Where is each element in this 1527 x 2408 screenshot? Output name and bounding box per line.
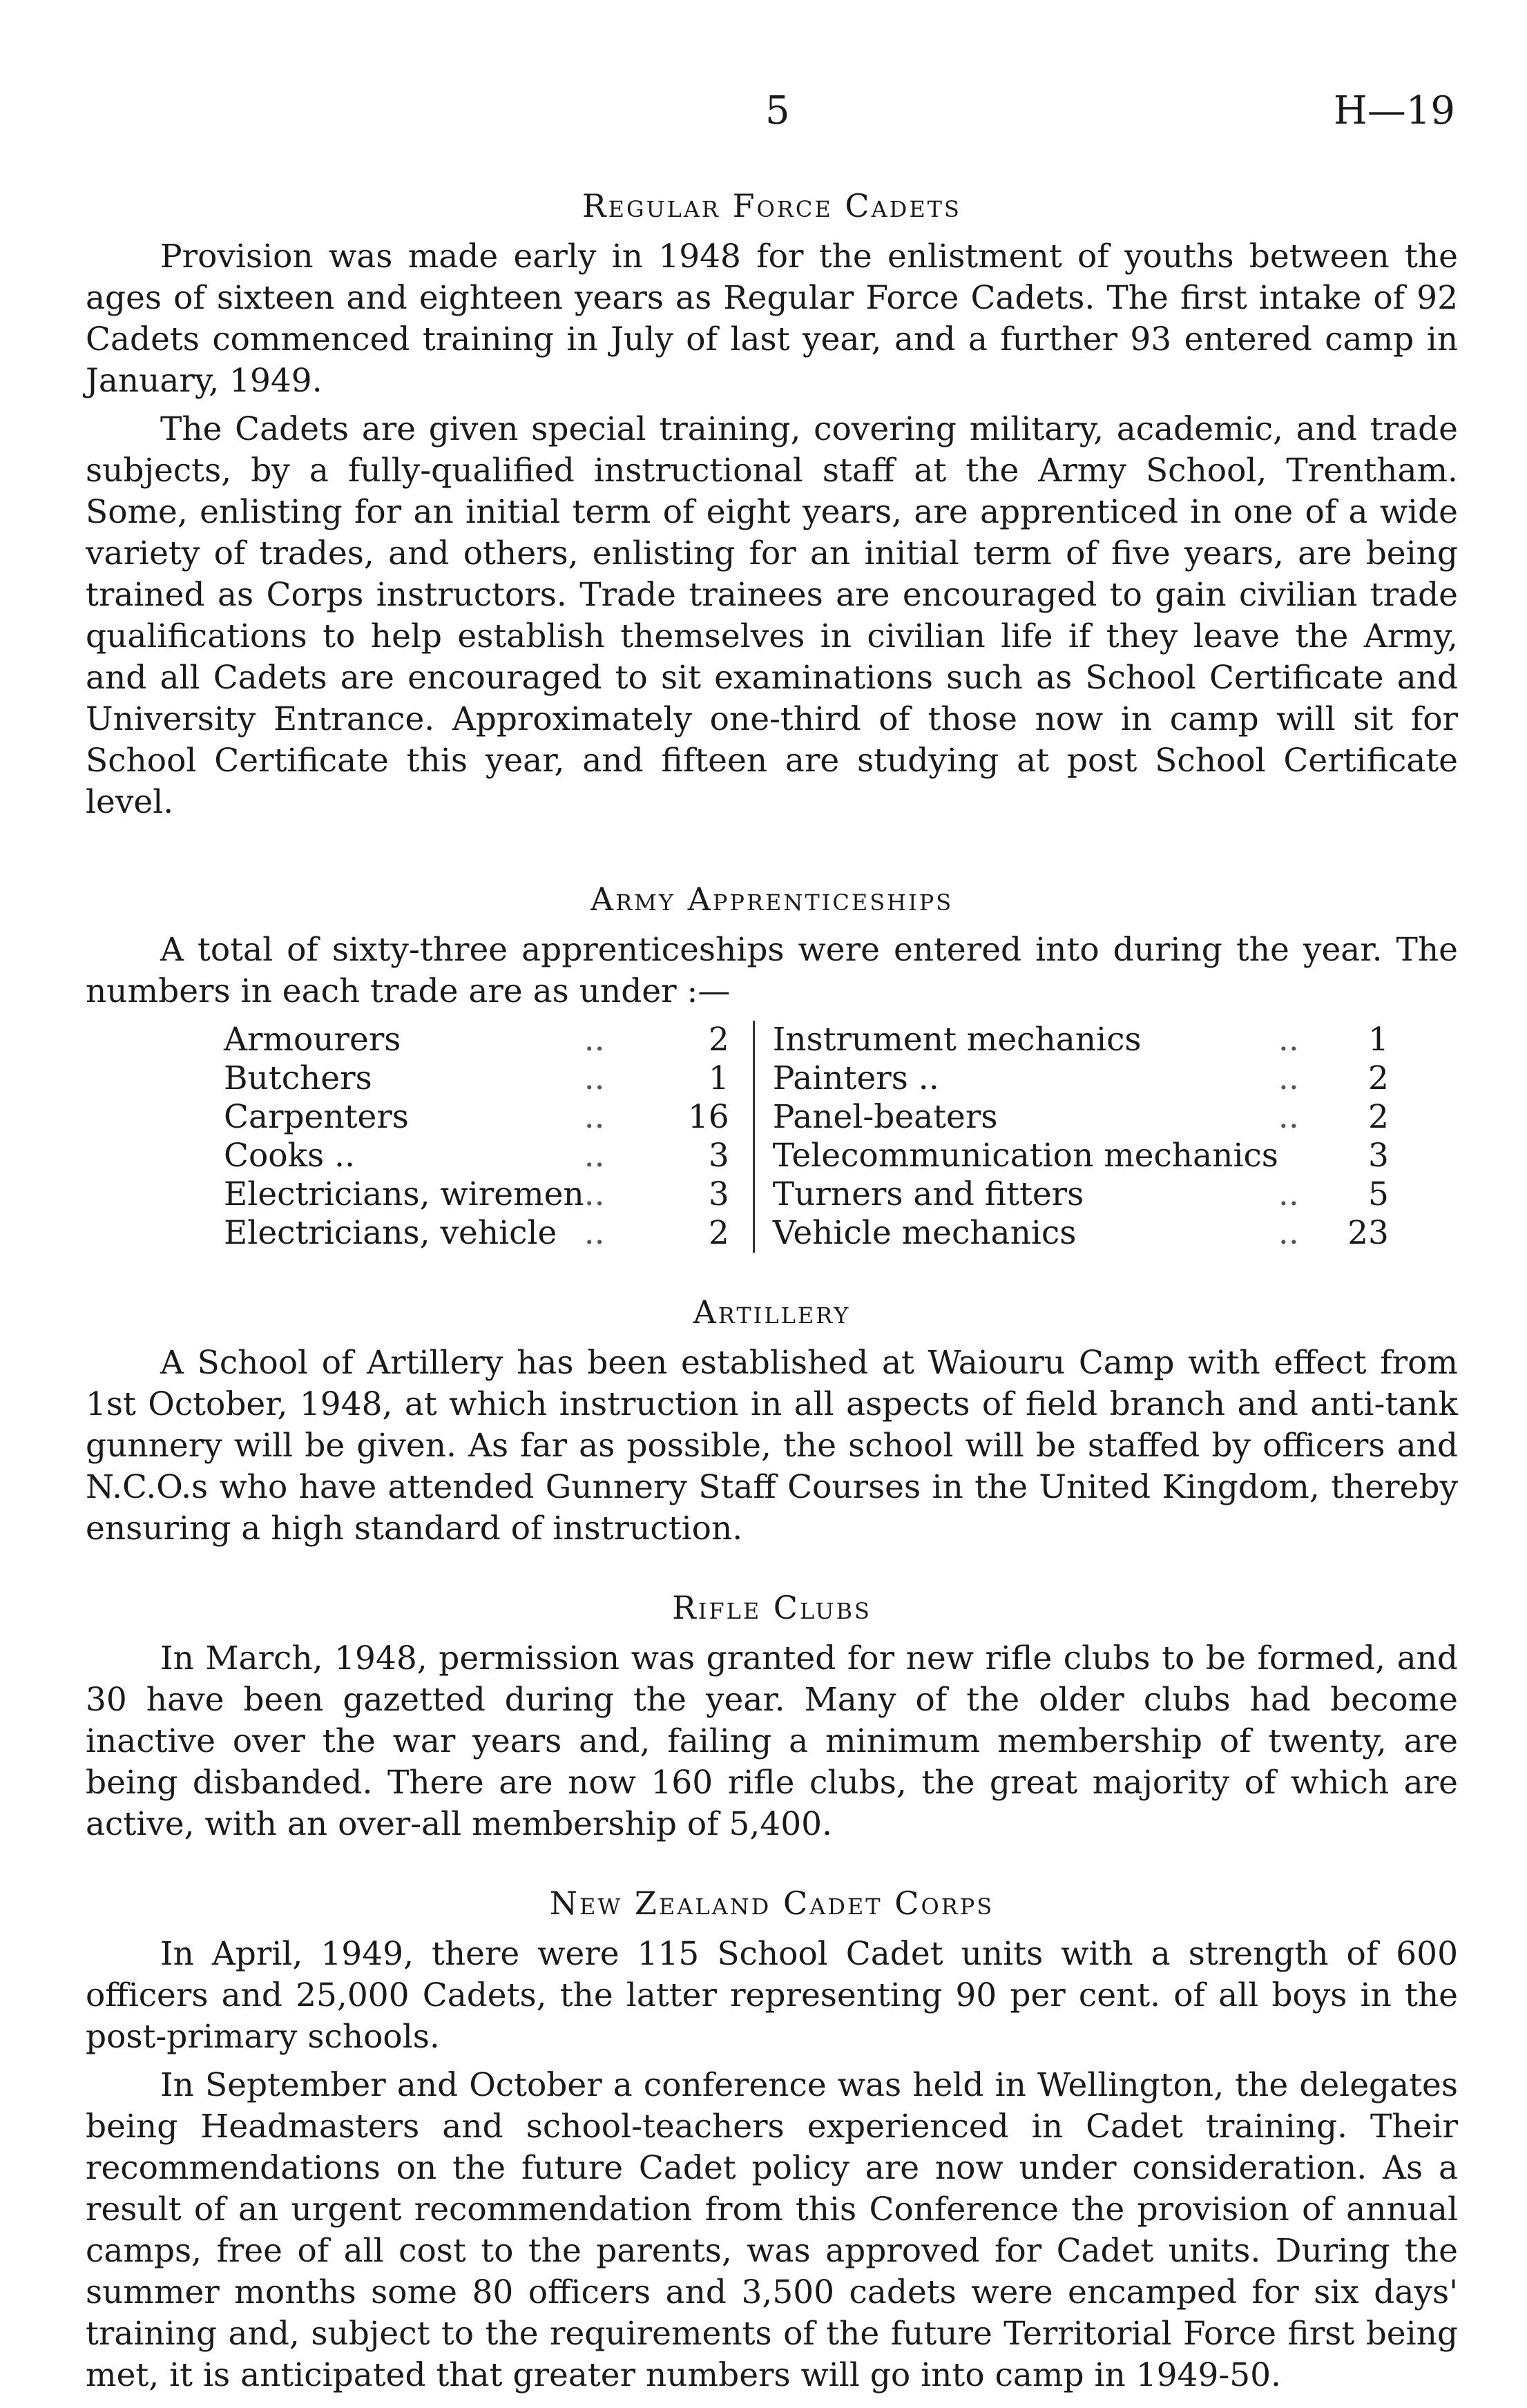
leader-dots: .. xyxy=(1278,1021,1299,1059)
section-heading: Army Apprenticeships xyxy=(590,880,954,918)
trade-name: Butchers xyxy=(224,1059,372,1097)
trade-count: 2 xyxy=(1368,1098,1389,1136)
paragraph: A total of sixty-three apprenticeships were entered into during the year. The numbers in each trade are as under :— xyxy=(86,931,1458,1010)
trade-count: 16 xyxy=(687,1098,729,1136)
table-row xyxy=(224,1214,1389,1253)
leader-dots xyxy=(1278,1137,1327,1175)
column-rule xyxy=(753,1175,773,1214)
paragraph: In March, 1948, permission was granted for new rifle clubs to be formed, and 30 have been gazetted during the year. Many of the older clubs had become inactive over the war years and, failing a minimum membership of twenty, are being disbanded. There are now 160 rifle clubs, the great majority of which are active, with an over-all membership of 5,400. xyxy=(86,1639,1458,1843)
leader-dots: .. xyxy=(1278,1059,1299,1097)
trade-count: 1 xyxy=(708,1059,729,1097)
trade-name: Telecommunication mechanics xyxy=(772,1137,1278,1175)
leader-dots: .. xyxy=(584,1175,605,1213)
leader-dots: .. xyxy=(584,1021,605,1059)
trade-name: Cooks .. xyxy=(224,1137,355,1175)
trade-name: Electricians, vehicle xyxy=(224,1214,557,1252)
column-rule xyxy=(753,1098,773,1137)
column-rule xyxy=(753,1214,773,1253)
leader-dots: .. xyxy=(1278,1175,1299,1213)
section-heading: Rifle Clubs xyxy=(672,1589,872,1626)
leader-dots: .. xyxy=(1278,1214,1299,1252)
section-regular-force-cadets xyxy=(86,185,1458,823)
page-content xyxy=(86,185,1458,2403)
section-heading: New Zealand Cadet Corps xyxy=(549,1885,995,1922)
trade-name: Panel-beaters xyxy=(772,1098,998,1136)
leader-dots: .. xyxy=(584,1137,605,1175)
document-code: H—19 xyxy=(1333,88,1455,133)
page-header xyxy=(0,88,1527,144)
apprenticeship-table xyxy=(224,1021,1389,1253)
trade-count: 1 xyxy=(1368,1021,1389,1059)
table-row xyxy=(224,1021,1389,1059)
section-nz-cadet-corps xyxy=(86,1882,1458,2396)
table-row xyxy=(224,1175,1389,1214)
trade-count: 3 xyxy=(708,1137,729,1175)
section-army-apprenticeships xyxy=(86,878,1458,1253)
column-rule xyxy=(753,1059,773,1098)
trade-count: 3 xyxy=(708,1175,729,1213)
section-heading: Artillery xyxy=(693,1293,851,1331)
trade-name: Electricians, wiremen xyxy=(224,1175,584,1213)
section-artillery xyxy=(86,1291,1458,1550)
trade-name: Vehicle mechanics xyxy=(772,1214,1077,1252)
column-rule xyxy=(753,1021,773,1059)
trade-count: 23 xyxy=(1347,1214,1389,1252)
trade-count: 2 xyxy=(708,1214,729,1252)
paragraph: Provision was made early in 1948 for the enlistment of youths between the ages of sixteen and eighteen years as Regular Force Cadets. The first intake of 92 Cadets commenced training in July of last year, and a further 93 entered camp in January, 1949. xyxy=(86,238,1458,400)
section-heading: Regular Force Cadets xyxy=(582,187,961,224)
trade-name: Turners and fitters xyxy=(772,1175,1084,1213)
section-rifle-clubs xyxy=(86,1587,1458,1845)
trade-name: Armourers xyxy=(224,1021,401,1059)
table-row xyxy=(224,1137,1389,1175)
trade-name: Instrument mechanics xyxy=(772,1021,1142,1059)
paragraph: In September and October a conference was held in Wellington, the delegates being Headmasters and school-teachers experienced in Cadet training. Their recommendations on the future Cadet policy are now under consideration. As a result of an urgent recommendation from this Conference the provision of annual camps, free of all cost to the parents, was approved for Cadet units. During the summer months some 80 officers and 3,500 cadets were encamped for six days' training and, subject to the requirements of the future Territorial Force first being met, it is anticipated that greater numbers will go into camp in 1949-50. xyxy=(86,2066,1458,2394)
leader-dots: .. xyxy=(1278,1098,1299,1136)
trade-count: 2 xyxy=(708,1021,729,1059)
leader-dots: .. xyxy=(584,1098,605,1136)
leader-dots: .. xyxy=(584,1214,605,1252)
trade-count: 3 xyxy=(1368,1137,1389,1175)
trade-count: 2 xyxy=(1368,1059,1389,1097)
trade-count: 5 xyxy=(1368,1175,1389,1213)
paragraph: A School of Artillery has been established at Waiouru Camp with effect from 1st October, 1948, at which instruction in all aspects of field branch and anti-tank gunnery will be given. As far as possible, the school will be staffed by officers and N.C.O.s who have attended Gunnery Staff Courses in the United Kingdom, thereby ensuring a high standard of instruction. xyxy=(86,1344,1458,1548)
paragraph: In April, 1949, there were 115 School Cadet units with a strength of 600 officers and 25,000 Cadets, the latter representing 90 per cent. of all boys in the post-primary schools. xyxy=(86,1935,1458,2056)
trade-name: Carpenters xyxy=(224,1098,409,1136)
column-rule xyxy=(753,1137,773,1175)
leader-dots: .. xyxy=(584,1059,605,1097)
table-row xyxy=(224,1059,1389,1098)
trade-name: Painters .. xyxy=(772,1059,939,1097)
table-row xyxy=(224,1098,1389,1137)
paragraph: The Cadets are given special training, covering military, academic, and trade subjects, by a fully-qualified instructional staff at the Army School, Trentham. Some, enlisting for an initial term of eight years, are apprenticed in one of a wide variety of trades, and others, enlisting for an initial term of five years, are being trained as Corps instructors. Trade trainees are encouraged to gain civilian trade qualifications to help establish themselves in civilian life if they leave the Army, and all Cadets are encouraged to sit examinations such as School Certificate and University Entrance. Approximately one-third of those now in camp will sit for School Certificate this year, and fifteen are studying at post School Certificate level. xyxy=(86,410,1458,821)
page-number: 5 xyxy=(765,88,790,133)
